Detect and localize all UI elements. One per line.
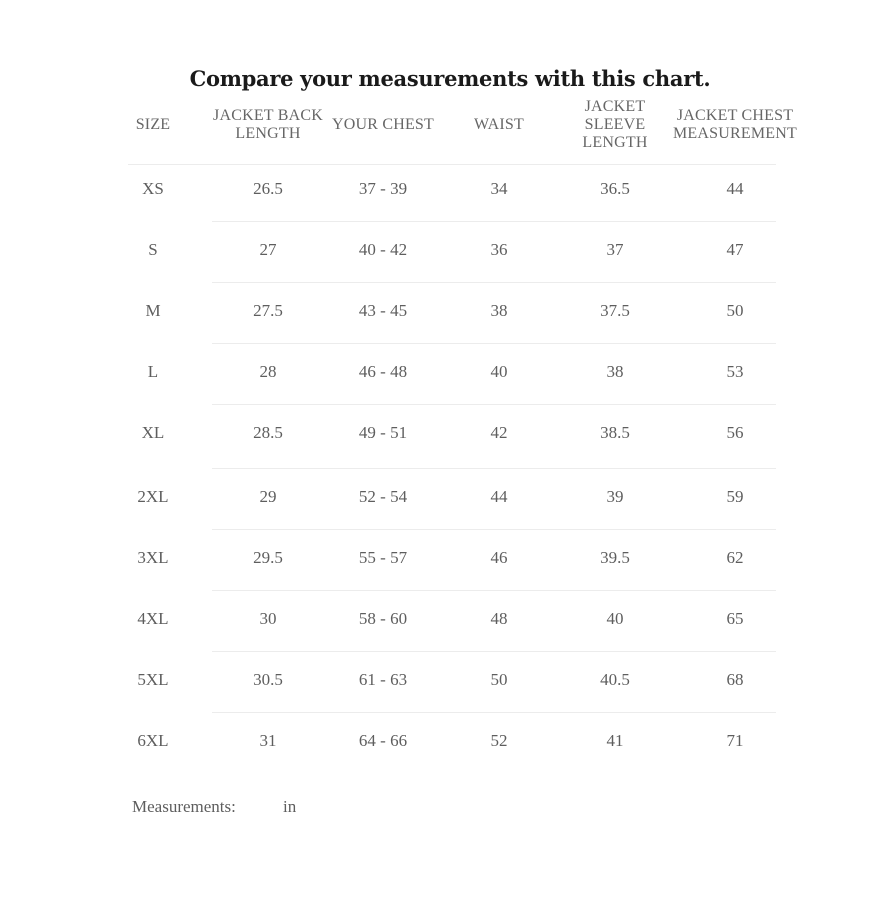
chest-cell: 55 - 57 — [358, 548, 408, 567]
chest-measurement-cell: 71 — [726, 731, 744, 750]
chest-measurement-cell: 59 — [726, 487, 744, 506]
chest-measurement-cell: 56 — [726, 423, 744, 442]
chest-cell: 40 - 42 — [358, 240, 408, 259]
waist-cell: 34 — [490, 179, 508, 198]
size-cell: 6XL — [137, 731, 169, 750]
back-length-cell: 28 — [259, 362, 277, 381]
size-cell: 2XL — [137, 487, 169, 506]
chest-measurement-cell: 68 — [726, 670, 744, 689]
waist-cell: 44 — [490, 487, 508, 506]
chest-measurement-header — [660, 107, 810, 143]
row-divider — [212, 221, 776, 222]
chest-measurement-header-line: JACKET CHEST — [676, 107, 794, 124]
back-length-cell: 29.5 — [253, 548, 283, 567]
size-cell: XS — [142, 179, 164, 198]
size-header-line: SIZE — [135, 116, 171, 133]
measurements-unit: in — [283, 797, 297, 816]
back-length-header-line: JACKET BACK — [213, 107, 323, 124]
sleeve-length-cell: 37 — [606, 240, 624, 259]
sleeve-length-header-line: JACKET — [584, 98, 646, 115]
row-divider — [128, 164, 776, 165]
back-length-header-line: LENGTH — [235, 125, 301, 142]
page-title: Compare your measurements with this chart. — [189, 66, 711, 91]
size-cell: M — [145, 301, 161, 320]
waist-cell: 50 — [490, 670, 508, 689]
sleeve-length-cell: 41 — [606, 731, 624, 750]
chest-measurement-cell: 50 — [726, 301, 744, 320]
row-divider — [212, 651, 776, 652]
waist-cell: 48 — [490, 609, 508, 628]
waist-cell: 52 — [490, 731, 508, 750]
chest-header-line: YOUR CHEST — [331, 116, 434, 133]
size-cell: 3XL — [137, 548, 169, 567]
row-divider — [212, 343, 776, 344]
waist-cell: 38 — [490, 301, 508, 320]
sleeve-length-header-line: SLEEVE — [584, 116, 646, 133]
chest-cell: 64 - 66 — [358, 731, 408, 750]
row-divider — [212, 404, 776, 405]
sleeve-length-cell: 39 — [606, 487, 624, 506]
chest-cell: 61 - 63 — [358, 670, 408, 689]
size-cell: S — [148, 240, 158, 259]
chest-cell: 49 - 51 — [358, 423, 408, 442]
sleeve-length-cell: 40.5 — [600, 670, 630, 689]
waist-header-line: WAIST — [474, 116, 524, 133]
back-length-cell: 27 — [259, 240, 277, 259]
chest-measurement-header-line: MEASUREMENT — [673, 125, 797, 142]
sleeve-length-cell: 36.5 — [600, 179, 630, 198]
back-length-cell: 30.5 — [253, 670, 283, 689]
chest-cell: 46 - 48 — [358, 362, 408, 381]
chest-measurement-cell: 65 — [726, 609, 744, 628]
row-divider — [212, 468, 776, 469]
sleeve-length-cell: 40 — [606, 609, 624, 628]
size-cell: L — [147, 362, 159, 381]
back-length-cell: 28.5 — [253, 423, 283, 442]
chest-cell: 43 - 45 — [358, 301, 408, 320]
chest-cell: 37 - 39 — [358, 179, 408, 198]
row-divider — [212, 529, 776, 530]
chest-measurement-cell: 53 — [726, 362, 744, 381]
sleeve-length-cell: 38.5 — [600, 423, 630, 442]
waist-cell: 42 — [490, 423, 508, 442]
measurements-label: Measurements: — [132, 797, 236, 816]
waist-cell: 36 — [490, 240, 508, 259]
back-length-cell: 29 — [259, 487, 277, 506]
row-divider — [212, 282, 776, 283]
chest-cell: 58 - 60 — [358, 609, 408, 628]
row-divider — [212, 590, 776, 591]
sleeve-length-cell: 38 — [606, 362, 624, 381]
waist-cell: 46 — [490, 548, 508, 567]
size-cell: 4XL — [137, 609, 169, 628]
chest-measurement-cell: 62 — [726, 548, 744, 567]
chest-measurement-cell: 47 — [726, 240, 744, 259]
size-cell: 5XL — [137, 670, 169, 689]
back-length-cell: 27.5 — [253, 301, 283, 320]
back-length-cell: 30 — [259, 609, 277, 628]
back-length-cell: 31 — [259, 731, 277, 750]
size-cell: XL — [141, 423, 165, 442]
row-divider — [212, 712, 776, 713]
chest-cell: 52 - 54 — [358, 487, 408, 506]
back-length-cell: 26.5 — [253, 179, 283, 198]
sleeve-length-cell: 37.5 — [600, 301, 630, 320]
chest-measurement-cell: 44 — [726, 179, 744, 198]
waist-cell: 40 — [490, 362, 508, 381]
sleeve-length-cell: 39.5 — [600, 548, 630, 567]
sleeve-length-header-line: LENGTH — [582, 134, 648, 151]
